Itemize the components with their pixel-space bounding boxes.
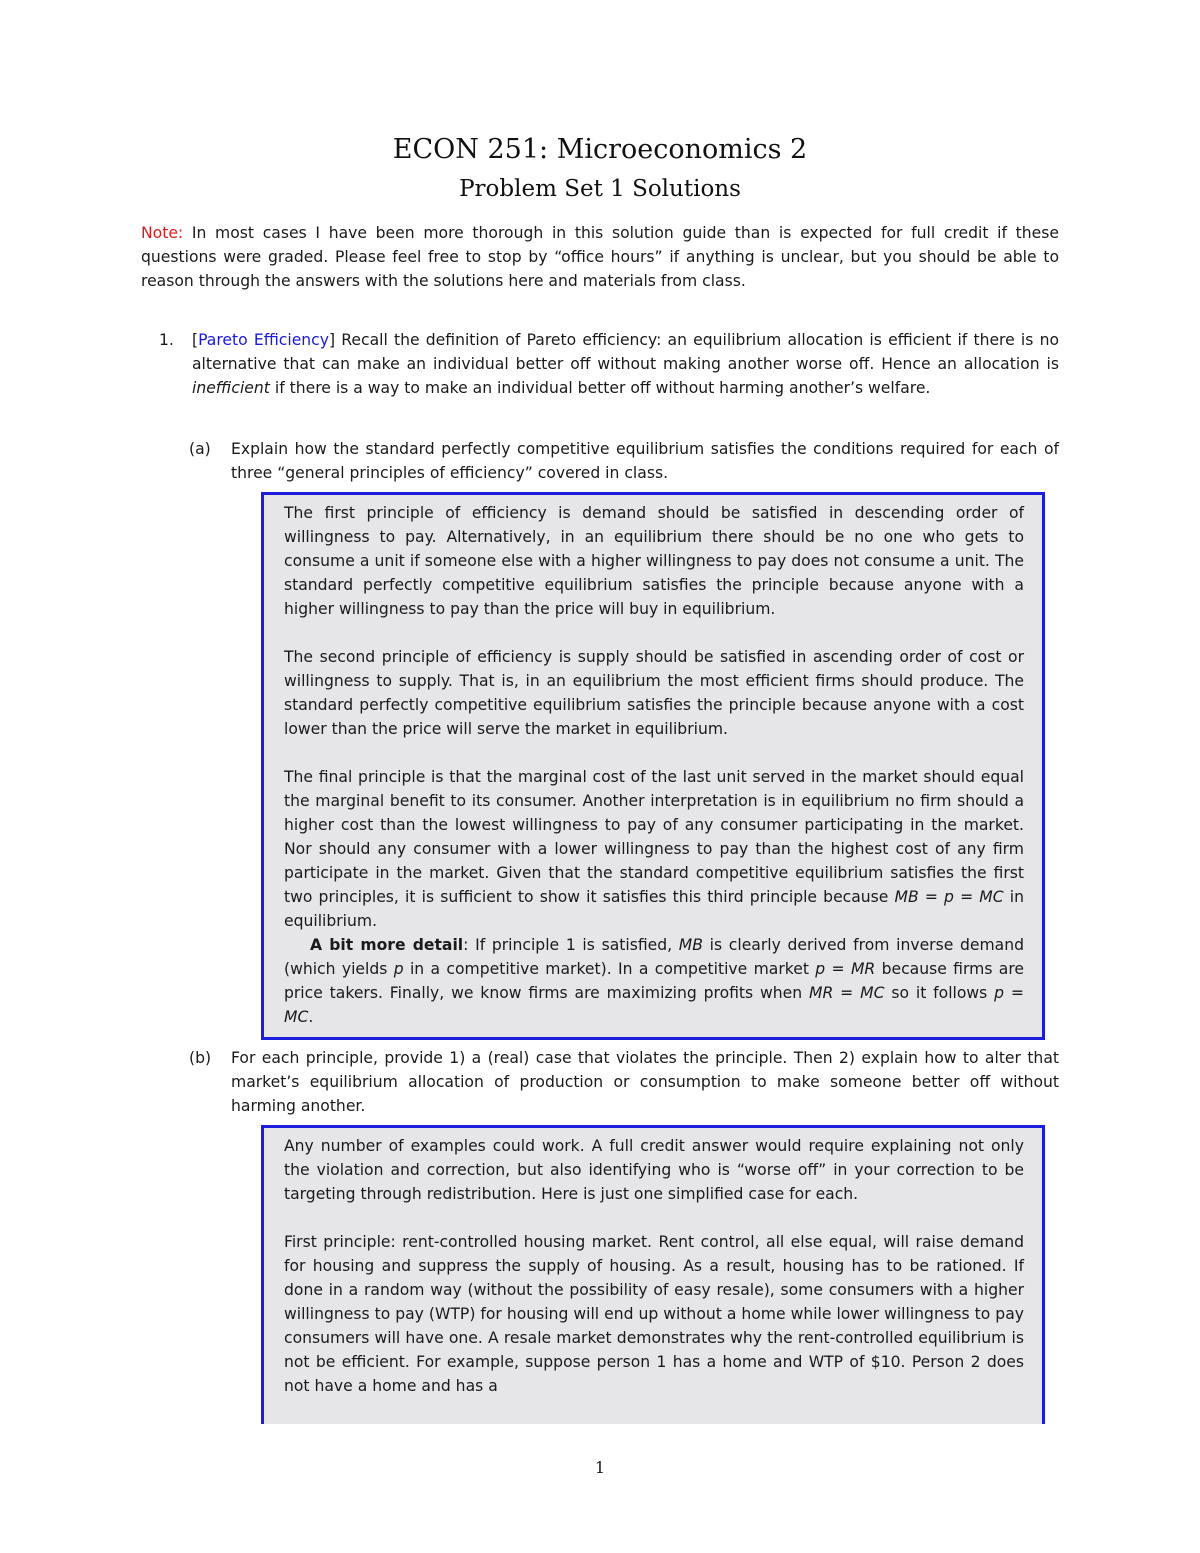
answer-b-first-principle: First principle: rent-controlled housing market. Rent control, all else equal, will raise demand for housing and suppress the supply of housing. As a result, housing has to be rationed. If done in a random way (without the possibility of easy resale), some consumers with a higher willingness to pay (WTP) for housing will end up without a home while lower willingness to pay consumers will have one. A resale market demonstrates why the rent-controlled equilibrium is not be efficient. For example, suppose person 1 has a home and WTP of $10. Person 2 does not have a home and has a: [284, 1233, 1024, 1395]
note-text: In most cases I have been more thorough in this solution guide than is expected for full credit if these questions were graded. Please feel free to stop by “office hours” if anything is unclear, but you should be able to reason through the answers with the solutions here and materials from class.: [141, 224, 1059, 290]
note-label: Note:: [141, 224, 184, 242]
answer-a-more-detail: [284, 933, 1024, 1029]
more-detail-heading: A bit more detail: [310, 936, 464, 954]
math-mr-mc: MR = MC: [809, 984, 885, 1002]
detail-text-e: so it follows: [884, 984, 995, 1002]
detail-text-d: because firms are price takers. Finally, we know firms are maximizing profits when: [284, 960, 1025, 1002]
math-p-mr: p = MR: [815, 960, 876, 978]
answer-a-p3-text: The final principle is that the marginal cost of the last unit served in the market should equal the marginal benefit to its consumer. Another interpretation is in equilibrium no firm should a higher cost than the lowest willingness to pay of any consumer participating in the market. Nor should any consumer with a lower willingness to pay than the highest cost of any firm participate in the market. Given that the standard competitive equilibrium satisfies the first two principles, it is sufficient to show it satisfies this third principle because: [284, 768, 1024, 906]
page-title: ECON 251: Microeconomics 2: [392, 134, 808, 165]
page-number: 1: [594, 1458, 606, 1477]
question-text-pre: Recall the definition of Pareto efficiency: an equilibrium allocation is efficient if there is no alternative that can make an individual better off without making another worse off. Hence an allocation is: [192, 331, 1059, 373]
question-1-text: [192, 328, 1059, 400]
topic-bracket-close: ]: [328, 331, 336, 349]
part-a-label: (a): [189, 440, 211, 458]
note-paragraph: [141, 221, 1059, 293]
math-mb-p-mc: MB = p = MC: [894, 888, 1004, 906]
emphasis-word: inefficient: [192, 379, 270, 397]
question-number: 1.: [159, 331, 174, 349]
answer-box-b: [261, 1125, 1045, 1424]
answer-b-intro: Any number of examples could work. A full credit answer would require explaining not only the violation and correction, but also identifying who is “worse off” in your correction to be targeting through redistribution. Here is just one simplified case for each.: [284, 1137, 1024, 1203]
part-b-text: For each principle, provide 1) a (real) case that violates the principle. Then 2) explain how to alter that market’s equilibrium allocation of production or consumption to make someone better off without harming another.: [231, 1049, 1059, 1115]
answer-a-p3-end: in equilibrium.: [284, 888, 1024, 930]
part-a-text: Explain how the standard perfectly competitive equilibrium satisfies the conditions required for each of three “general principles of efficiency” covered in class.: [231, 440, 1059, 482]
answer-a-principle-2: The second principle of efficiency is supply should be satisfied in ascending order of cost or willingness to supply. That is, in an equilibrium the most efficient firms should produce. The standard perfectly competitive equilibrium satisfies the principle because anyone with a cost lower than the price will serve the market in equilibrium.: [284, 648, 1024, 738]
topic-bracket-open: [: [192, 331, 199, 349]
answer-a-principle-3: [284, 765, 1024, 933]
detail-text-f: .: [308, 1008, 314, 1026]
page-subtitle: Problem Set 1 Solutions: [459, 176, 741, 202]
detail-text-b: is clearly derived from inverse demand (which yields: [284, 936, 1024, 978]
math-p-mc: p = MC: [284, 984, 1025, 1026]
detail-text-a: : If principle 1 is satisfied,: [463, 936, 679, 954]
part-b-label: (b): [189, 1049, 212, 1067]
topic-link[interactable]: Pareto Efficiency: [198, 331, 329, 349]
detail-text-c: in a competitive market). In a competitive market: [403, 960, 816, 978]
question-text-post: if there is a way to make an individual better off without harming another’s welfare.: [269, 379, 931, 397]
answer-box-a: [261, 492, 1045, 1040]
answer-a-principle-1: The first principle of efficiency is demand should be satisfied in descending order of willingness to pay. Alternatively, in an equilibrium there should be no one who gets to consume a unit if someone else with a higher willingness to pay does not consume a unit. The standard perfectly competitive equilibrium satisfies the principle because anyone with a higher willingness to pay than the price will buy in equilibrium.: [284, 504, 1024, 618]
math-p: p: [393, 960, 404, 978]
math-mb: MB: [678, 936, 703, 954]
